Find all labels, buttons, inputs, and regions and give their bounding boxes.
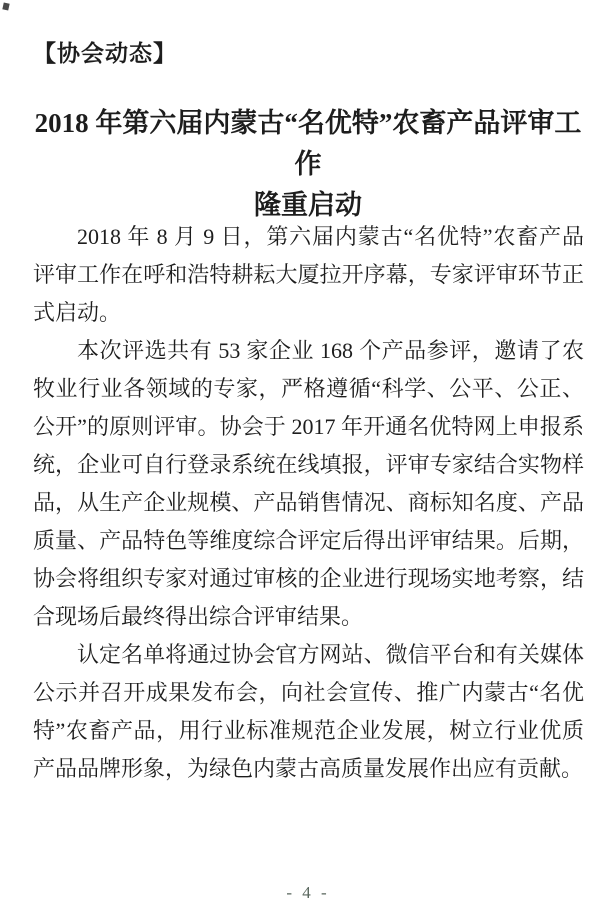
body-paragraph: 认定名单将通过协会官方网站、微信平台和有关媒体公示并召开成果发布会，向社会宣传、推广内蒙古“名优特”农畜产品，用行业标准规范企业发展，树立行业优质产品品牌形象，为绿色内蒙古高质量发展作出应有贡献。 bbox=[33, 642, 584, 781]
document-title-line2: 隆重启动 bbox=[254, 190, 362, 220]
section-label: 【协会动态】 bbox=[33, 40, 177, 66]
document-title-line1: 2018 年第六届内蒙古“名优特”农畜产品评审工作 bbox=[34, 108, 582, 179]
scan-artifact-speck bbox=[2, 2, 9, 10]
body-paragraph: 本次评选共有 53 家企业 168 个产品参评，邀请了农牧业行业各领域的专家，严格遵循“科学、公平、公正、公开”的原则评审。协会于 2017 年开通名优特网上申报系统，企业可自行登录系统在线填报，评审专家结合实物样品，从生产企业规模、产品销售情况、商标知名度、产品质量、产品特色等维度综合评定后得出评审结果。后期，协会将组织专家对通过审核的企业进行现场实地考察，结合现场后最终得出综合评审结果。 bbox=[33, 338, 584, 629]
document-title bbox=[28, 103, 588, 226]
document-body bbox=[33, 218, 584, 788]
page-number: - 4 - bbox=[286, 883, 330, 902]
body-paragraph: 2018 年 8 月 9 日，第六届内蒙古“名优特”农畜产品评审工作在呼和浩特耕耘大厦拉开序幕，专家评审环节正式启动。 bbox=[33, 224, 584, 325]
